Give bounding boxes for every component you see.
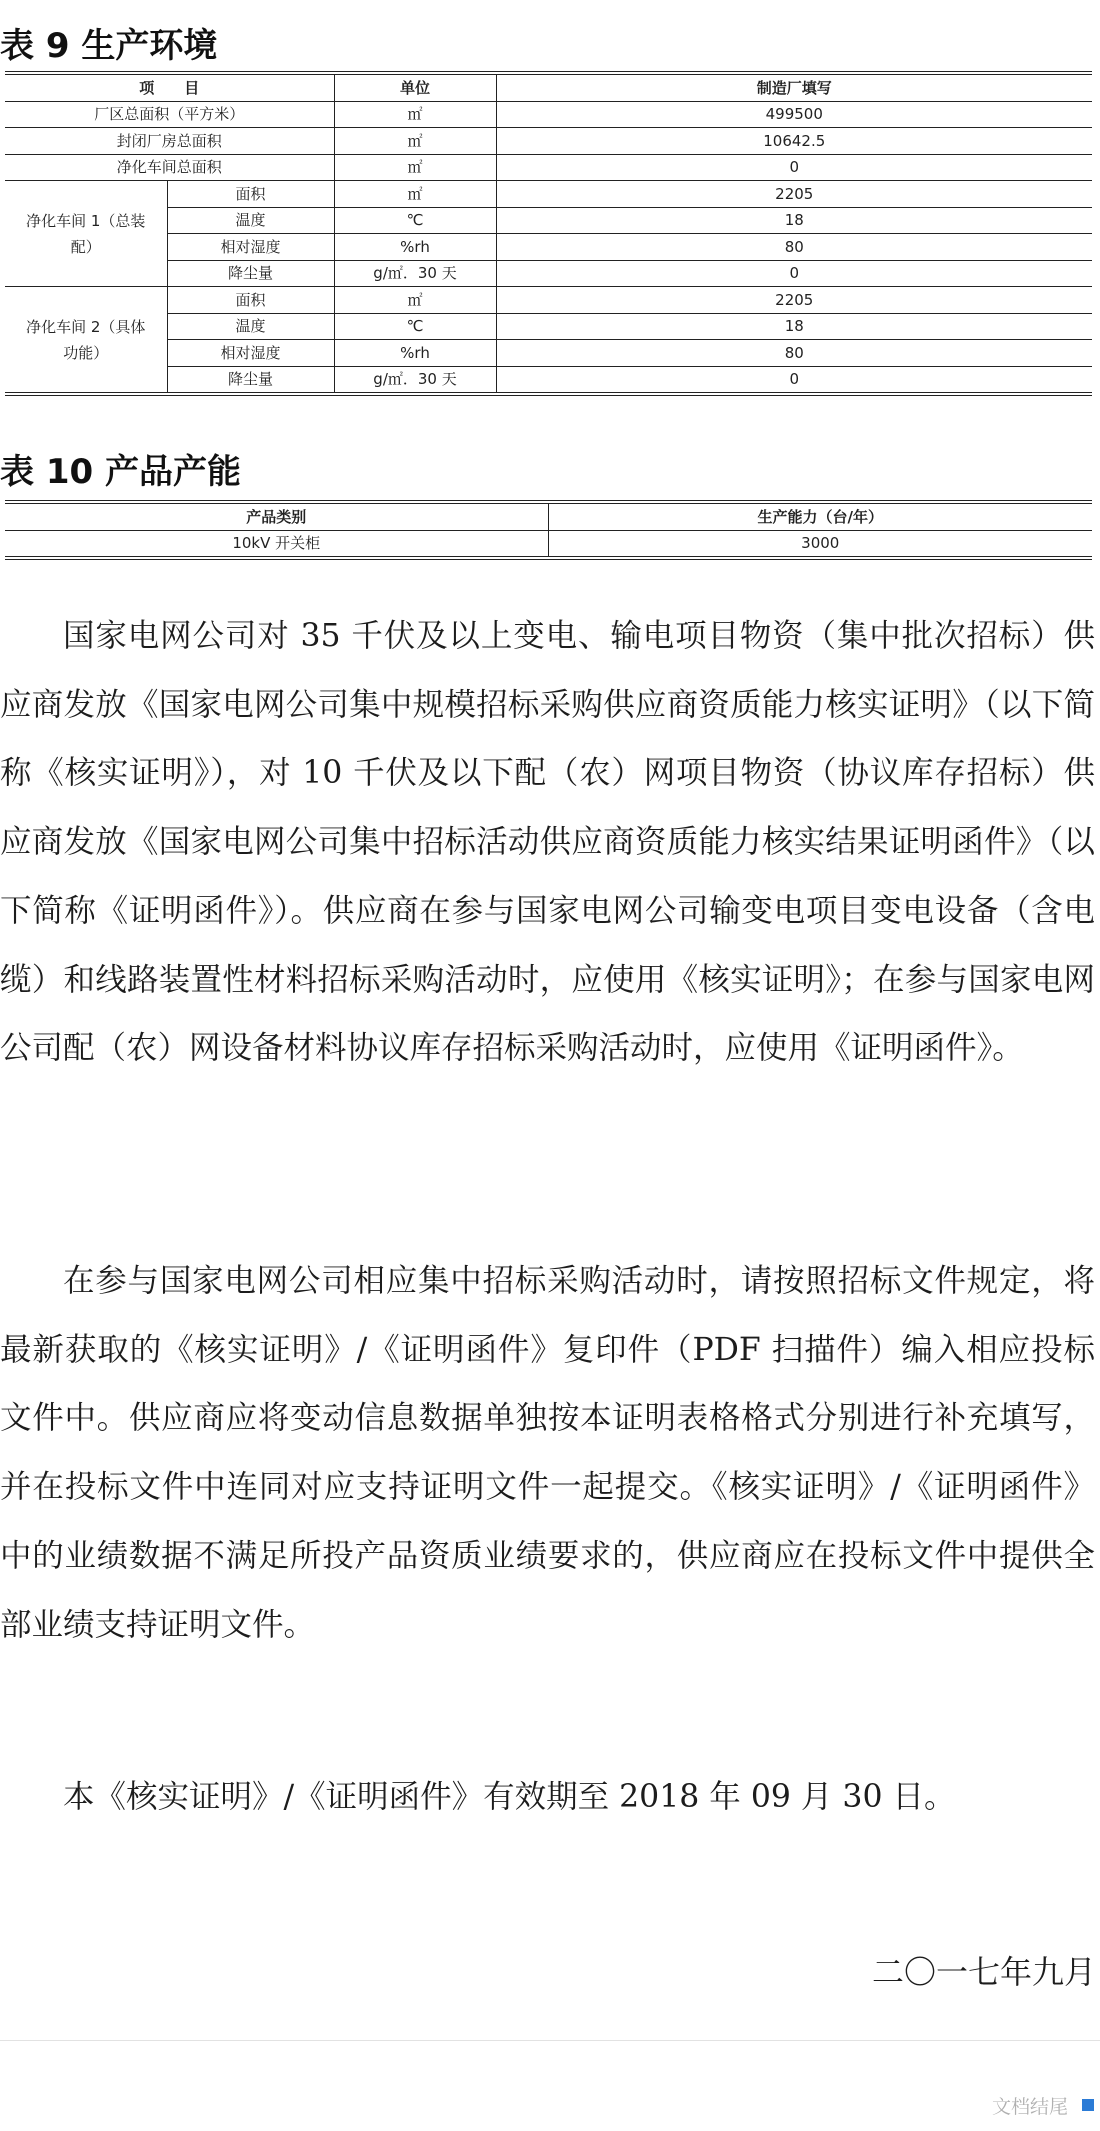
row-value: 0 [496,260,1092,287]
row-value: 0 [496,366,1092,394]
row-unit: ℃ [334,207,496,234]
row-value: 80 [496,234,1092,261]
row-label: 降尘量 [167,260,334,287]
table-row [5,313,1092,340]
row-label: 面积 [167,287,334,314]
paragraph-validity: 本《核实证明》/《证明函件》有效期至 2018 年 09 月 30 日。 [63,1779,956,1815]
row-value: 80 [496,340,1092,367]
header-product-category: 产品类别 [5,502,548,530]
group-label-cleanroom-2: 净化车间 2（具体功能） [5,287,167,395]
paragraph-bidding-instructions: 在参与国家电网公司相应集中招标采购活动时，请按照招标文件规定，将最新获取的《核实证明》/《证明函件》复印件（PDF 扫描件）编入相应投标文件中。供应商应将变动信息数据单独按本证明表格格式分别进行补充填写，并在投标文件中连同对应支持证明文件一起提交。《核实证明》/《证明函件》中的业绩数据不满足所投产品资质业绩要求的，供应商应在投标文件中提供全部业绩支持证明文件。 [0,1263,1095,1643]
production-capacity: 3000 [548,530,1092,558]
table-row [5,260,1092,287]
product-capacity-table [5,500,1092,560]
row-value: 10642.5 [496,128,1092,155]
footer-end-label: 文档结尾 [991,2096,1068,2118]
row-label: 温度 [167,313,334,340]
group-label-cleanroom-1: 净化车间 1（总装配） [5,181,167,287]
footer-square-icon [1082,2099,1094,2111]
row-label: 温度 [167,207,334,234]
table-row [5,207,1092,234]
table-row [5,128,1092,155]
table-row [5,340,1092,367]
row-value: 2205 [496,181,1092,208]
row-unit: %rh [334,234,496,261]
table-row [5,181,1092,208]
row-value: 2205 [496,287,1092,314]
row-label: 相对湿度 [167,234,334,261]
paragraph-certificate-usage: 国家电网公司对 35 千伏及以上变电、输电项目物资（集中批次招标）供应商发放《国家电网公司集中规模招标采购供应商资质能力核实证明》（以下简称《核实证明》），对 10 千伏及以下配（农）网项目物资（协议库存招标）供应商发放《国家电网公司集中招标活动供应商资质能力核实结果证明函件》（以下简称《证明函件》）。供应商在参与国家电网公司输变电项目变电设备（含电缆）和线路装置性材料招标采购活动时，应使用《核实证明》；在参与国家电网公司配（农）网设备材料协议库存招标采购活动时，应使用《证明函件》。 [0,618,1095,1067]
row-value: 0 [496,154,1092,181]
row-unit: ㎡ [334,154,496,181]
row-label: 降尘量 [167,366,334,394]
row-unit: ㎡ [334,181,496,208]
row-unit: ㎡ [334,101,496,128]
production-environment-table [5,71,1092,396]
table-header-row [5,73,1092,101]
table9-title: 表 9 生产环境 [0,26,218,66]
row-unit: ℃ [334,313,496,340]
footer-divider [0,2040,1100,2041]
table-row [5,366,1092,394]
table-header-row [5,502,1092,530]
row-label: 厂区总面积（平方米） [5,101,334,128]
table-row [5,530,1092,558]
row-label: 面积 [167,181,334,208]
row-unit: g/㎡．30 天 [334,366,496,394]
row-label: 净化车间总面积 [5,154,334,181]
row-unit: g/㎡．30 天 [334,260,496,287]
table-row [5,154,1092,181]
table-row [5,287,1092,314]
row-label: 封闭厂房总面积 [5,128,334,155]
row-value: 18 [496,313,1092,340]
table-row [5,234,1092,261]
product-category: 10kV 开关柜 [5,530,548,558]
row-unit: ㎡ [334,287,496,314]
row-label: 相对湿度 [167,340,334,367]
header-unit: 单位 [334,73,496,101]
table-row [5,101,1092,128]
row-value: 18 [496,207,1092,234]
header-item: 项 目 [5,73,334,101]
header-production-capacity: 生产能力（台/年） [548,502,1092,530]
row-unit: ㎡ [334,128,496,155]
header-manufacturer-fill: 制造厂填写 [496,73,1092,101]
document-date: 二〇一七年九月 [871,1953,1096,1991]
table10-title: 表 10 产品产能 [0,452,241,492]
row-value: 499500 [496,101,1092,128]
row-unit: %rh [334,340,496,367]
